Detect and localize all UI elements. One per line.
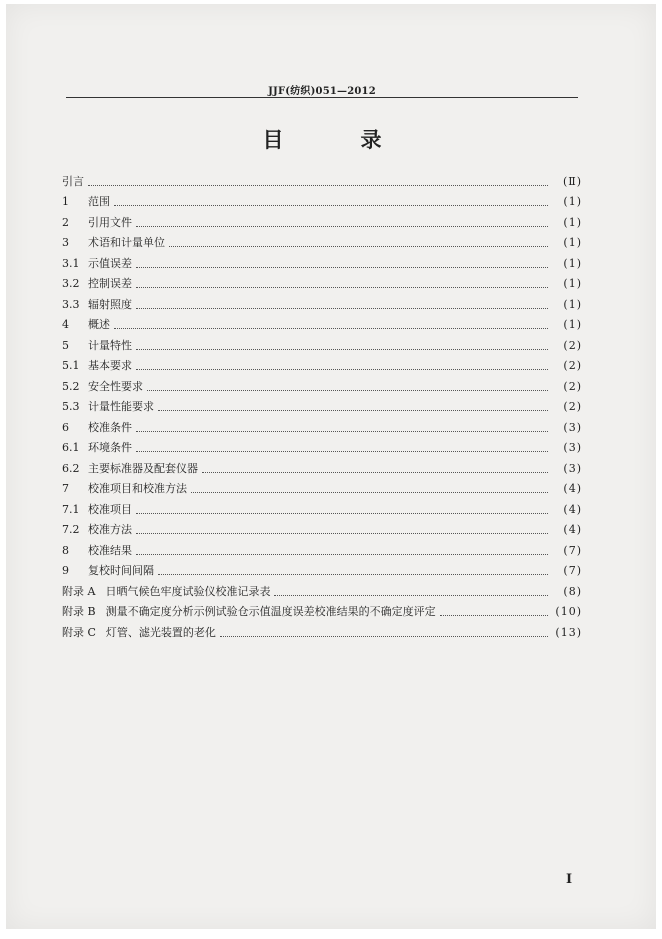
- toc-dot-leader: [158, 410, 548, 411]
- toc-entry-label: [62, 175, 86, 189]
- toc-entry-label: [62, 482, 189, 496]
- toc-entry-title: 控制误差: [88, 277, 132, 290]
- toc-entry: [62, 394, 582, 415]
- toc-entry-number: 2: [62, 215, 69, 229]
- toc-entry-title: 校准方法: [88, 523, 132, 536]
- page-number: I: [566, 872, 573, 887]
- toc-entry-page: (7): [563, 564, 582, 577]
- toc-entry-page: (1): [563, 236, 582, 249]
- toc-title: 目 录: [262, 127, 410, 152]
- toc-entry-page: (3): [563, 461, 582, 475]
- toc-entry: [62, 619, 582, 640]
- toc-entry-number: 5.1: [62, 359, 80, 372]
- toc-entry-label: [62, 564, 156, 578]
- toc-entry-title: 日晒气候色牢度试验仪校准记录表: [105, 584, 271, 598]
- toc-entry-page: (1): [563, 297, 582, 311]
- toc-entry-page: (13): [555, 625, 582, 639]
- toc-dot-leader: [440, 615, 548, 616]
- toc-entry-number: 3.3: [62, 297, 80, 311]
- toc-dot-leader: [191, 492, 548, 493]
- toc-entry: [62, 353, 582, 374]
- toc-entry-number: 1: [62, 195, 69, 208]
- toc-entry-number: 3: [62, 236, 69, 249]
- toc-entry-title: 范围: [88, 195, 110, 208]
- toc-entry-label: [62, 257, 134, 271]
- toc-entry: [62, 230, 582, 251]
- toc-dot-leader: [136, 226, 548, 227]
- toc-entry-page: (1): [563, 318, 582, 331]
- toc-dot-leader: [136, 533, 548, 534]
- toc-entry-page: (Ⅱ): [562, 174, 582, 188]
- toc-entry-label: [62, 380, 145, 394]
- toc-entry: [62, 578, 582, 599]
- toc-entry-label: [62, 544, 134, 558]
- toc-entry-number: 7.2: [62, 523, 80, 536]
- toc-entry-label: [62, 298, 134, 312]
- toc-dot-leader: [136, 308, 548, 309]
- toc-entry-number: 6.1: [62, 441, 80, 454]
- toc-dot-leader: [136, 369, 548, 370]
- toc-entry-number: 5: [62, 338, 69, 352]
- toc-entry-page: (2): [563, 359, 582, 372]
- toc-dot-leader: [136, 554, 548, 555]
- toc-entry-number: 附录 A: [62, 584, 96, 598]
- toc-entry-label: [62, 359, 134, 373]
- toc-dot-leader: [147, 390, 548, 391]
- toc-entry-number: 7.1: [62, 502, 80, 516]
- toc-entry-title: 校准项目: [88, 502, 132, 516]
- toc-entry-title: 复校时间间隔: [88, 564, 154, 577]
- toc-entry: [62, 414, 582, 435]
- toc-entry-number: 8: [62, 543, 69, 557]
- toc-entry-title: 术语和计量单位: [88, 236, 165, 249]
- toc-entry-label: [62, 277, 134, 291]
- toc-entry-page: (3): [563, 420, 582, 434]
- toc-dot-leader: [202, 472, 548, 473]
- toc-entry: [62, 209, 582, 230]
- toc-entry: [62, 312, 582, 333]
- toc-dot-leader: [88, 185, 548, 186]
- toc-entry: [62, 168, 582, 189]
- toc-dot-leader: [169, 246, 548, 247]
- toc-entry-title: 环境条件: [88, 441, 132, 454]
- toc-dot-leader: [136, 513, 548, 514]
- toc-entry: [62, 476, 582, 497]
- toc-entry-number: 4: [62, 318, 69, 331]
- toc-entry-label: [62, 441, 134, 455]
- toc-entry: [62, 558, 582, 579]
- toc-entry-page: (7): [563, 543, 582, 557]
- toc-entry-page: (3): [563, 441, 582, 454]
- toc-entry: [62, 537, 582, 558]
- toc-entry-page: (2): [563, 338, 582, 352]
- toc-entry-title: 校准条件: [88, 420, 132, 434]
- toc-entry: [62, 599, 582, 620]
- toc-entry-page: (4): [563, 502, 582, 516]
- toc-entry-page: (1): [563, 277, 582, 290]
- toc-entry: [62, 496, 582, 517]
- toc-entry-number: 9: [62, 564, 69, 577]
- toc-entry-number: 7: [62, 482, 69, 495]
- toc-dot-leader: [274, 595, 548, 596]
- toc-entry-title: 灯管、滤光装置的老化: [105, 625, 216, 639]
- toc-entry: [62, 271, 582, 292]
- toc-entry-title: 基本要求: [88, 359, 132, 372]
- toc-dot-leader: [114, 205, 548, 206]
- toc-entry-title: 校准结果: [88, 543, 132, 557]
- toc-entry-page: (1): [563, 256, 582, 270]
- toc-entry-page: (1): [563, 215, 582, 229]
- toc-entry-number: 5.2: [62, 379, 80, 393]
- document-page: [6, 4, 656, 929]
- toc-dot-leader: [136, 267, 548, 268]
- toc-dot-leader: [136, 431, 548, 432]
- toc-entry-page: (4): [563, 523, 582, 536]
- toc-dot-leader: [136, 287, 548, 288]
- toc-entry-page: (4): [563, 482, 582, 495]
- toc-entry-title: 校准项目和校准方法: [88, 482, 187, 495]
- toc-entry-label: [62, 339, 134, 353]
- toc-dot-leader: [158, 574, 548, 575]
- toc-dot-leader: [136, 349, 548, 350]
- toc-entry-number: 3.2: [62, 277, 80, 290]
- toc-entry-label: [62, 523, 134, 537]
- toc-entry-label: [62, 462, 200, 476]
- standard-code-header: JJF(纺织)051—2012: [268, 86, 376, 97]
- toc-entry: [62, 517, 582, 538]
- toc-entry-title: 测量不确定度分析示例试验仓示值温度误差校准结果的不确定度评定: [105, 605, 436, 618]
- toc-entry-title: 计量性能要求: [88, 400, 154, 413]
- toc-entry-page: (8): [563, 584, 582, 598]
- toc-entry-title: 引言: [62, 174, 84, 188]
- toc-dot-leader: [136, 451, 548, 452]
- toc-entry-label: [62, 626, 218, 640]
- table-of-contents: [62, 168, 582, 640]
- toc-entry: [62, 332, 582, 353]
- toc-entry-title: 概述: [88, 318, 110, 331]
- toc-dot-leader: [114, 328, 548, 329]
- toc-entry-page: (1): [563, 195, 582, 208]
- toc-entry-label: [62, 195, 112, 209]
- toc-entry: [62, 291, 582, 312]
- toc-entry: [62, 435, 582, 456]
- toc-entry-label: [62, 216, 134, 230]
- toc-entry: [62, 250, 582, 271]
- header-rule: [66, 97, 578, 98]
- toc-entry-title: 辐射照度: [88, 297, 132, 311]
- toc-entry-label: [62, 236, 167, 250]
- toc-entry-title: 计量特性: [88, 338, 132, 352]
- toc-entry-label: [62, 605, 438, 619]
- toc-entry-page: (2): [563, 379, 582, 393]
- toc-entry: [62, 189, 582, 210]
- toc-entry-number: 附录 B: [62, 605, 96, 618]
- toc-entry-title: 引用文件: [88, 215, 132, 229]
- toc-entry: [62, 373, 582, 394]
- toc-entry-page: (2): [563, 400, 582, 413]
- toc-entry-label: [62, 400, 156, 414]
- toc-entry-label: [62, 421, 134, 435]
- toc-entry-number: 3.1: [62, 256, 80, 270]
- toc-entry-page: (10): [555, 605, 582, 618]
- toc-entry-number: 6.2: [62, 461, 80, 475]
- toc-entry-title: 主要标准器及配套仪器: [88, 461, 198, 475]
- toc-entry-title: 示值误差: [88, 256, 132, 270]
- toc-dot-leader: [220, 636, 548, 637]
- toc-entry-number: 5.3: [62, 400, 80, 413]
- toc-entry: [62, 455, 582, 476]
- toc-entry-label: [62, 585, 272, 599]
- toc-entry-number: 附录 C: [62, 625, 96, 639]
- toc-entry-label: [62, 503, 134, 517]
- toc-entry-label: [62, 318, 112, 332]
- toc-entry-title: 安全性要求: [88, 379, 143, 393]
- toc-entry-number: 6: [62, 420, 69, 434]
